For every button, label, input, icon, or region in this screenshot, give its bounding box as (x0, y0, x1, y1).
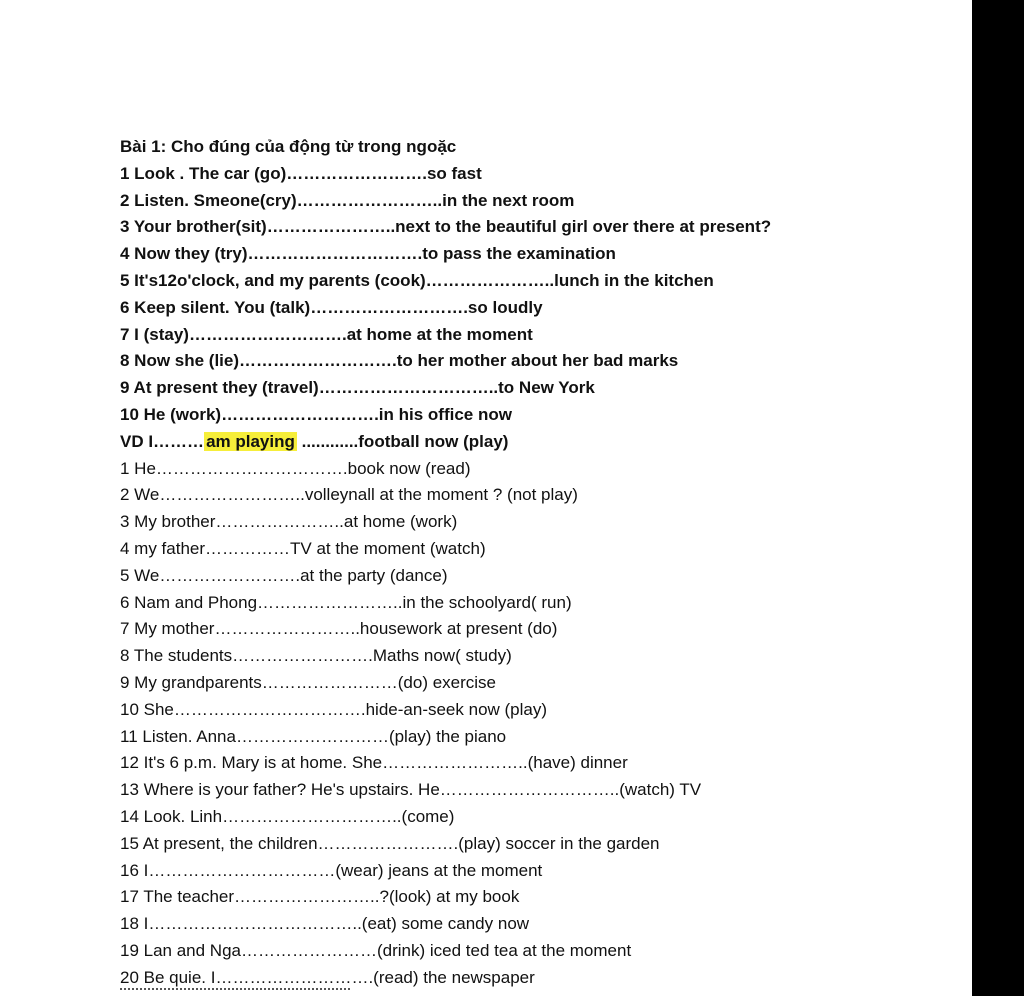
section2-item: 6 Nam and Phong……………………..in the schoolyard( run) (120, 592, 572, 612)
section1-item: 5 It's12o'clock, and my parents (cook)…………………..lunch in the kitchen (120, 270, 714, 290)
section1-item: 4 Now they (try)………………………….to pass the examination (120, 244, 616, 264)
cut-off-next-line (120, 988, 350, 996)
section1-item: 10 He (work)……………………….in his office now (120, 404, 512, 424)
section2-item: 15 At present, the children…………………….(play) soccer in the garden (120, 833, 660, 853)
section1-item: 8 Now she (lie)……………………….to her mother about her bad marks (120, 351, 679, 371)
section2-item: 4 my father……………TV at the moment (watch) (120, 538, 486, 558)
section1-item: 9 At present they (travel)…………………………..to New York (120, 378, 595, 398)
section2-item: 14 Look. Linh…………………………..(come) (120, 806, 455, 826)
section1-title: Bài 1: Cho đúng của động từ trong ngoặc (120, 137, 457, 156)
section2-item: 9 My grandparents……………………(do) exercise (120, 672, 497, 692)
example-suffix: ............football now (play) (296, 431, 509, 451)
section2-item: 13 Where is your father? He's upstairs. He…………………………..(watch) TV (120, 780, 702, 800)
example-prefix: VD I……… (120, 431, 205, 451)
section1-item: 1 Look . The car (go)…………………….so fast (120, 163, 482, 183)
section2-item: 10 She…………………………….hide-an-seek now (play) (120, 699, 548, 719)
example-answer-highlight: am playing (206, 431, 295, 451)
section2-item: 5 We…………………….at the party (dance) (120, 565, 448, 585)
section2-item[interactable]: 16 I……………………………(wear) jeans at the moment (120, 860, 543, 880)
section2-item: 19 Lan and Nga……………………(drink) iced ted tea at the moment (120, 940, 632, 960)
section2-item: 2 We……………………..volleynall at the moment ? (not play) (120, 485, 578, 505)
exercise-lines (120, 134, 771, 992)
section1-item: 7 I (stay)……………………….at home at the moment (120, 324, 533, 344)
example-line (120, 429, 771, 456)
section2-item: 20 Be quie. I……………………….(read) the newspaper (120, 967, 535, 987)
section2-item: 17 The teacher……………………..?(look) at my book (120, 887, 520, 907)
section1-item: 2 Listen. Smeone(cry)……………………..in the next room (120, 190, 575, 210)
section2-item: 7 My mother……………………..housework at present (do) (120, 619, 558, 639)
section1-item: 6 Keep silent. You (talk)……………………….so loudly (120, 297, 543, 317)
section2-item: 11 Listen. Anna………………………(play) the piano (120, 726, 507, 746)
section2-item: 8 The students…………………….Maths now( study) (120, 646, 512, 666)
section2-item: 3 My brother…………………..at home (work) (120, 512, 458, 532)
section2-item: 18 I………………………………..(eat) some candy now (120, 914, 530, 934)
section2-item: 12 It's 6 p.m. Mary is at home. She……………………..(have) dinner (120, 753, 628, 773)
section1-item: 3 Your brother(sit)…………………..next to the beautiful girl over there at present? (120, 217, 772, 237)
section2-item: 1 He…………………………….book now (read) (120, 458, 471, 478)
